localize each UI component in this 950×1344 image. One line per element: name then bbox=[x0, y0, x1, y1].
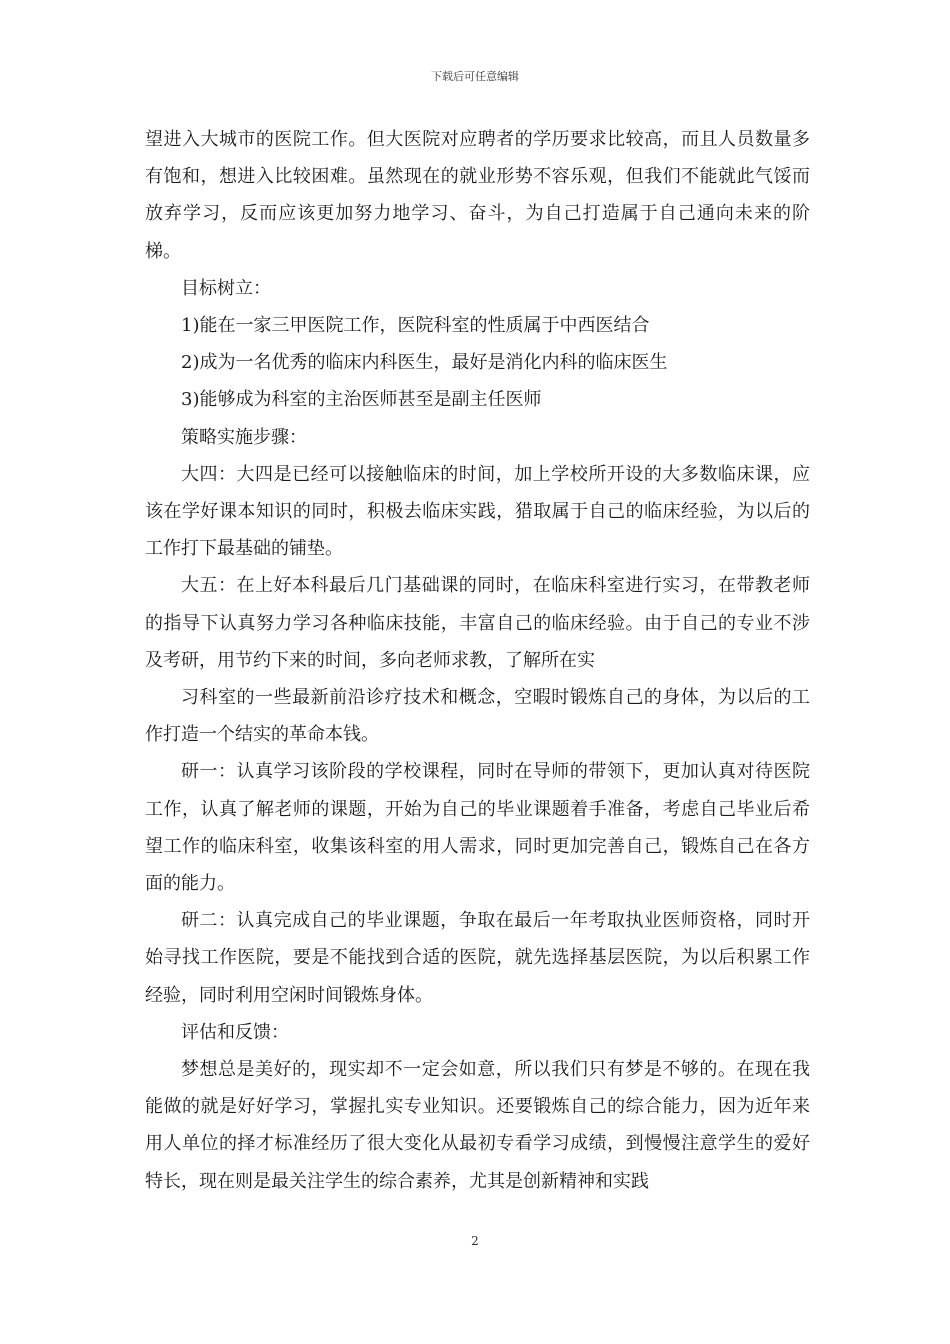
paragraph-year-5-continued: 习科室的一些最新前沿诊疗技术和概念，空暇时锻炼自己的身体，为以后的工作打造一个结实的革命本钱。 bbox=[145, 687, 810, 746]
page-header: 下载后可任意编辑 bbox=[431, 70, 519, 83]
heading-goals: 目标树立： bbox=[181, 277, 271, 299]
paragraph-grad-year-2: 研二：认真完成自己的毕业课题，争取在最后一年考取执业医师资格，同时开始寻找工作医院，要是不能找到合适的医院，就先选择基层医院，为以后积累工作经验，同时利用空闲时间锻炼身体。 bbox=[145, 910, 810, 1006]
goal-item-2: 2)成为一名优秀的临床内科医生，最好是消化内科的临床医生 bbox=[181, 352, 668, 374]
page-number: 2 bbox=[471, 1234, 479, 1248]
goal-item-3: 3)能够成为科室的主治医师甚至是副主任医师 bbox=[181, 389, 542, 411]
paragraph-year-5: 大五：在上好本科最后几门基础课的同时，在临床科室进行实习，在带教老师的指导下认真努力学习各种临床技能，丰富自己的临床经验。由于自己的专业不涉及考研，用节约下来的时间，多向老师求教，了解所在实 bbox=[145, 575, 810, 671]
document-body bbox=[145, 121, 810, 1200]
heading-strategy: 策略实施步骤： bbox=[181, 426, 307, 448]
paragraph-evaluation: 梦想总是美好的，现实却不一定会如意，所以我们只有梦是不够的。在现在我能做的就是好好学习，掌握扎实专业知识。还要锻炼自己的综合能力，因为近年来用人单位的择才标准经历了很大变化从最初专看学习成绩，到慢慢注意学生的爱好特长，现在则是最关注学生的综合素养，尤其是创新精神和实践 bbox=[145, 1059, 810, 1192]
paragraph-grad-year-1: 研一：认真学习该阶段的学校课程，同时在导师的带领下，更加认真对待医院工作，认真了解老师的课题，开始为自己的毕业课题着手准备，考虑自己毕业后希望工作的临床科室，收集该科室的用人需求，同时更加完善自己，锻炼自己在各方面的能力。 bbox=[145, 761, 810, 895]
paragraph-year-4: 大四：大四是已经可以接触临床的时间，加上学校所开设的大多数临床课，应该在学好课本知识的同时，积极去临床实践，猎取属于自己的临床经验，为以后的工作打下最基础的铺垫。 bbox=[145, 463, 810, 560]
goal-item-1: 1)能在一家三甲医院工作，医院科室的性质属于中西医结合 bbox=[181, 315, 650, 337]
paragraph-continuation: 望进入大城市的医院工作。但大医院对应聘者的学历要求比较高，而且人员数量多有饱和，想进入比较困难。虽然现在的就业形势不容乐观，但我们不能就此气馁而放弃学习，反而应该更加努力地学习、奋斗，为自己打造属于自己通向未来的阶梯。 bbox=[145, 129, 810, 262]
heading-evaluation: 评估和反馈： bbox=[181, 1021, 289, 1043]
